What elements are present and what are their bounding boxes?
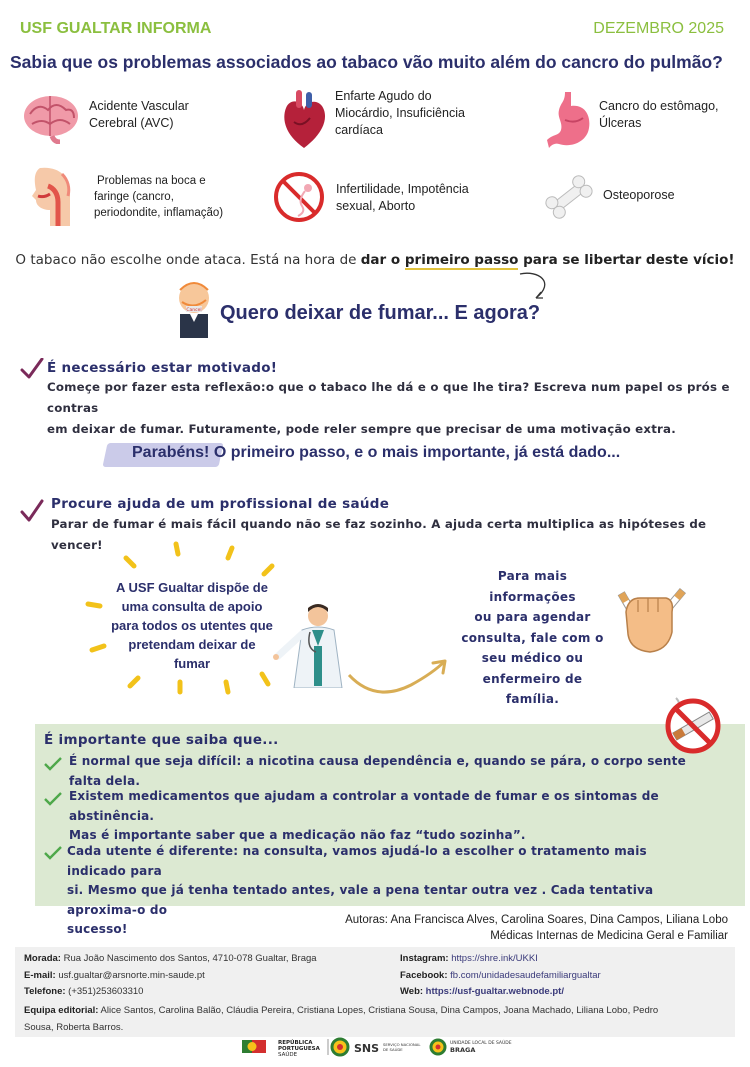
help-text: Parar de fumar é mais fácil quando não se faz sozinho. A ajuda certa multiplica as hipóteses de vencer! — [51, 517, 707, 552]
important-item-3: Cada utente é diferente: na consulta, vamos ajudá-lo a escolher o tratamento mais indicado para si. Mesmo que já tenha tentado antes, vale a pena tentar outra vez . Cada tentativa aproxima-o do sucesso! — [67, 844, 654, 936]
illness-stroke-text: Acidente Vascular Cerebral (AVC) — [89, 99, 189, 130]
brain-icon — [22, 92, 80, 144]
help-title: Procure ajuda de um profissional de saúde — [51, 496, 390, 512]
svg-text:Cancel: Cancel — [186, 308, 202, 313]
stomach-icon — [545, 90, 593, 150]
instagram-link[interactable]: https://shre.ink/UKKI — [448, 953, 538, 964]
yellow-arrow-icon — [345, 645, 455, 697]
illness-heart-text: Enfarte Agudo do Miocárdio, Insuficiência cardíaca — [335, 89, 465, 137]
curved-arrow-icon — [512, 270, 554, 306]
fist-cigarette-icon — [610, 576, 692, 656]
more-info-text: Para mais informações ou para agendar consulta, fale com o seu médico ou enfermeiro de família. — [461, 569, 604, 706]
congrats-text: Parabéns! O primeiro passo, e o mais importante, já está dado... — [132, 444, 621, 461]
important-item-1: É normal que seja difícil: a nicotina causa dependência e, quando se pára, o corpo sente falta dela. — [69, 754, 686, 788]
svg-text:PORTUGUESA: PORTUGUESA — [278, 1046, 320, 1052]
important-title: É importante que saiba que... — [44, 732, 279, 748]
motivation-text: Começe por fazer esta reflexão:o que o tabaco lhe dá e o que lhe tira? Escreva num papel os prós e contras em deixar de fumar. Futuramente, pode reler sempre que precisar de uma motivação extra. — [47, 380, 730, 436]
infertility-icon — [272, 170, 326, 224]
usf-consultation-text: A USF Gualtar dispõe de uma consulta de apoio para todos os utentes que pretendam deixar de fumar — [111, 580, 273, 671]
throat-icon — [30, 166, 74, 228]
contact-left: Morada: Rua João Nascimento dos Santos, 4710-078 Gualtar, Braga E-mail: usf.gualtar@arsnorte.min-saude.pt Telefone: (+351)253603310 — [24, 953, 317, 997]
illness-bone-text: Osteoporose — [603, 188, 675, 202]
contact-right: Instagram: https://shre.ink/UKKI Facebook: fb.com/unidadesaudefamiliargualtar Web: https://usf-gualtar.webnode.pt/ — [400, 953, 601, 997]
editorial-team: Equipa editorial: Alice Santos, Carolina Balão, Cláudia Pereira, Cristiana Lopes, Cristiana Sousa, Dina Campos, Joana Machado, Liliana Lobo, Pedro Sousa, Roberta Barros. — [24, 1005, 659, 1033]
doctor-icon — [272, 602, 348, 688]
green-check-icon — [44, 757, 62, 771]
svg-text:DE SAÚDE: DE SAÚDE — [383, 1047, 403, 1052]
web-link[interactable]: https://usf-gualtar.webnode.pt/ — [423, 986, 564, 997]
email-link[interactable]: usf.gualtar@arsnorte.min-saude.pt — [55, 969, 205, 981]
svg-text:SAÚDE: SAÚDE — [278, 1052, 298, 1058]
authors-credit: Autoras: Ana Francisca Alves, Carolina Soares, Dina Campos, Liliana Lobo Médicas Internas de Medicina Geral e Familiar — [345, 914, 728, 942]
svg-text:SNS: SNS — [354, 1042, 380, 1055]
no-smoking-icon — [662, 696, 724, 754]
important-item-2: Existem medicamentos que ajudam a controlar a vontade de fumar e os sintomas de abstinência. Mas é importante saber que a medicação não faz “tudo sozinha”. — [69, 789, 659, 842]
quit-heading: Quero deixar de fumar... E agora? — [220, 302, 541, 324]
purple-check-icon-2 — [20, 499, 44, 523]
bone-icon — [542, 174, 596, 220]
congrats-banner — [105, 437, 645, 473]
smoker-mascot-icon — [172, 280, 216, 340]
green-check-icon-2 — [44, 792, 62, 806]
svg-text:UNIDADE LOCAL DE SAÚDE: UNIDADE LOCAL DE SAÚDE — [450, 1041, 512, 1046]
purple-check-icon — [20, 358, 44, 380]
newsletter-title: USF GUALTAR INFORMA — [20, 20, 212, 37]
svg-text:SERVIÇO NACIONAL: SERVIÇO NACIONAL — [383, 1042, 421, 1047]
main-question: Sabia que os problemas associados ao tabaco vão muito além do cancro do pulmão? — [10, 52, 723, 72]
illness-mouth-text: Problemas na boca e faringe (cancro, periodondite, inflamação) — [94, 175, 224, 219]
svg-text:BRAGA: BRAGA — [450, 1046, 476, 1054]
svg-text:REPÚBLICA: REPÚBLICA — [278, 1040, 313, 1046]
illness-stomach-text: Cancro do estômago, Úlceras — [599, 99, 719, 130]
facebook-link[interactable]: fb.com/unidadesaudefamiliargualtar — [447, 969, 601, 981]
illness-infertility-text: Infertilidade, Impotência sexual, Aborto — [336, 182, 469, 213]
institutional-logos — [240, 1036, 530, 1058]
issue-date: DEZEMBRO 2025 — [593, 20, 724, 37]
motivation-title: É necessário estar motivado! — [47, 360, 278, 376]
tagline: O tabaco não escolhe onde ataca. Está na hora de dar o primeiro passo para se libertar deste vício! — [15, 252, 735, 268]
green-check-icon-3 — [44, 846, 62, 860]
heart-icon — [280, 88, 328, 150]
